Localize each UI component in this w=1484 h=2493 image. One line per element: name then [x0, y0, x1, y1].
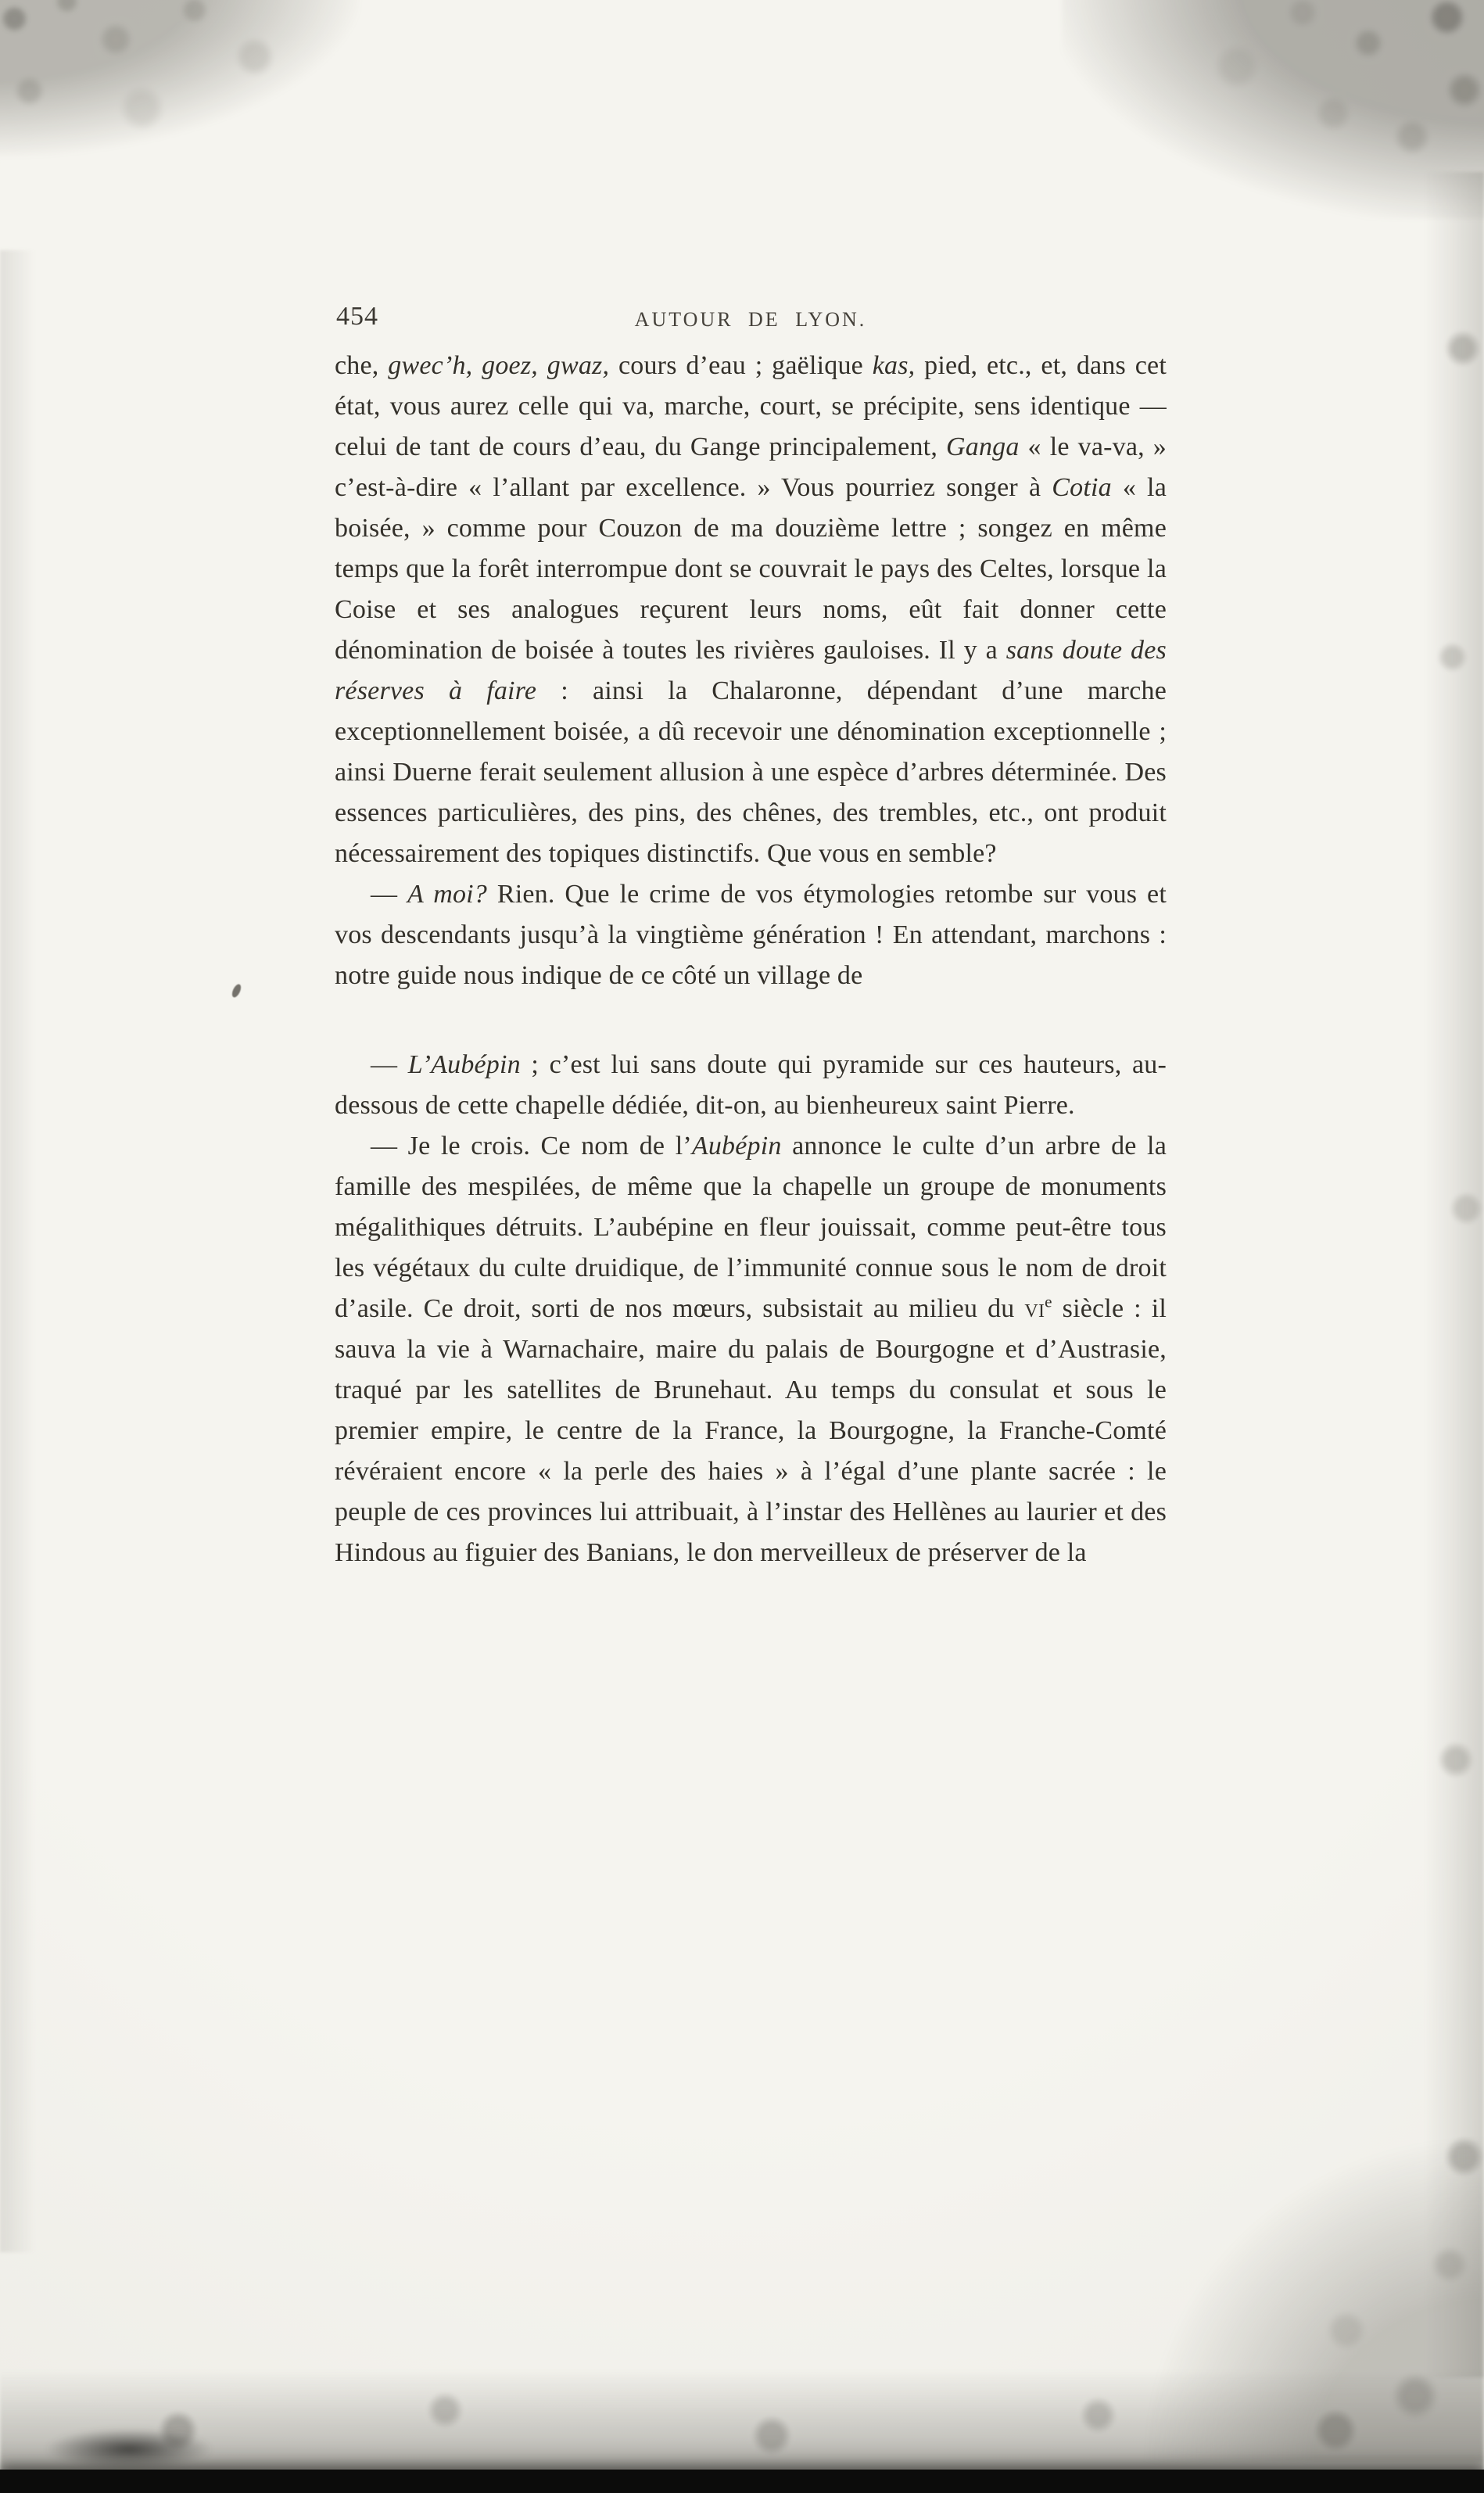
text-segment: pied, etc., et, dans cet état, vous aurez celle qui va, marche, court, se précipite, sens identique — celui de tant de cours d’eau, du Gange principalement,	[335, 351, 1167, 461]
text-segment: ; c’est lui sans doute qui pyramide sur ces hauteurs, au-dessous de cette chapelle dédiée, dit-on, au bienheureux saint Pierre.	[335, 1050, 1167, 1120]
text-segment: cours d’eau ; gaëlique	[609, 351, 873, 380]
text-segment: Cotia	[1052, 473, 1112, 502]
text-segment: che,	[335, 351, 389, 380]
scan-speck-mark	[231, 983, 243, 999]
text-segment: Rien. Que le crime de vos étymologies retombe sur vous et vos descendants jusqu’à la vingtième génération ! En attendant, marchons : notre guide nous indique de ce côté un village de	[335, 880, 1167, 990]
text-block	[335, 346, 1167, 1573]
text-segment: annonce le culte d’un arbre de la famille des mespilées, de même que la chapelle un groupe de monuments mégalithiques détruits. L’aubépine en fleur jouissait, comme peut-être tous les végétaux du culte druidique, de l’immunité connue sous le nom de droit d’asile. Ce droit, sorti de nos mœurs, subsistait au milieu du	[335, 1132, 1167, 1323]
paragraph	[335, 346, 1167, 874]
text-segment: « le va-va, » c’est-à-dire « l’allant par excellence. » Vous pourriez songer à	[335, 432, 1167, 502]
scan-noise-bottom-right	[1140, 2133, 1484, 2462]
text-segment: — Je le crois. Ce nom de l’	[371, 1132, 692, 1160]
text-segment: —	[371, 1050, 408, 1079]
scan-noise-right-edge	[1414, 172, 1484, 2377]
scan-noise-top-left	[0, 0, 360, 156]
page-number: 454	[336, 302, 378, 331]
text-segment: —	[371, 880, 408, 909]
text-segment: Aubépin	[691, 1132, 782, 1160]
scan-blob-bottom-left	[47, 2429, 211, 2470]
text-segment: kas,	[872, 351, 916, 380]
text-segment: gwec’h, goez, gwaz,	[388, 351, 610, 380]
scan-noise-bottom	[0, 2369, 1484, 2471]
running-title: AUTOUR DE LYON.	[634, 308, 867, 331]
text-segment: e	[1045, 1292, 1052, 1311]
text-segment: « la boisée, » comme pour Couzon de ma douzième lettre ; songez en même temps que la forêt interrompue dont se couvrait le pays des Celtes, lorsque la Coise et ses analogues reçurent leurs noms, eût fait donner cette dénomination de boisée à toutes les rivières gauloises. Il y a	[335, 473, 1167, 665]
scan-noise-top-right	[1062, 0, 1484, 219]
paragraph	[335, 874, 1167, 996]
text-segment: siècle : il sauva la vie à Warnachaire, maire du palais de Bourgogne et d’Austrasie, traqué par les satellites de Brunehaut. Au temps du consulat et sous le premier empire, le centre de la France, la Bourgogne, la Franche-Comté révéraient encore « la perle des haies » à l’égal d’une plante sacrée : le peuple de ces provinces lui attribuait, à l’instar des Hellènes au laurier et des Hindous au figuier des Banians, le don merveilleux de préserver de la	[335, 1294, 1167, 1567]
text-segment: vi	[1024, 1294, 1045, 1323]
paragraph	[335, 1126, 1167, 1573]
text-segment: sans doute des réserves à faire	[335, 636, 1167, 705]
scan-edge-bottom-bar	[0, 2470, 1484, 2493]
page-header	[335, 302, 1167, 339]
text-segment: L’Aubépin	[407, 1050, 521, 1079]
text-segment: : ainsi la Chalaronne, dépendant d’une marche exceptionnellement boisée, a dû recevoir une dénomination exceptionnelle ; ainsi Duerne ferait seulement allusion à une espèce d’arbres déterminée. Des essences particulières, des pins, des chênes, des trembles, etc., ont produit nécessairement des topiques distinctifs. Que vous en semble?	[335, 676, 1167, 868]
text-segment: Ganga	[946, 432, 1020, 461]
text-segment: A moi?	[407, 880, 488, 909]
scan-noise-left-edge	[0, 250, 44, 2252]
paragraph	[335, 1045, 1167, 1126]
